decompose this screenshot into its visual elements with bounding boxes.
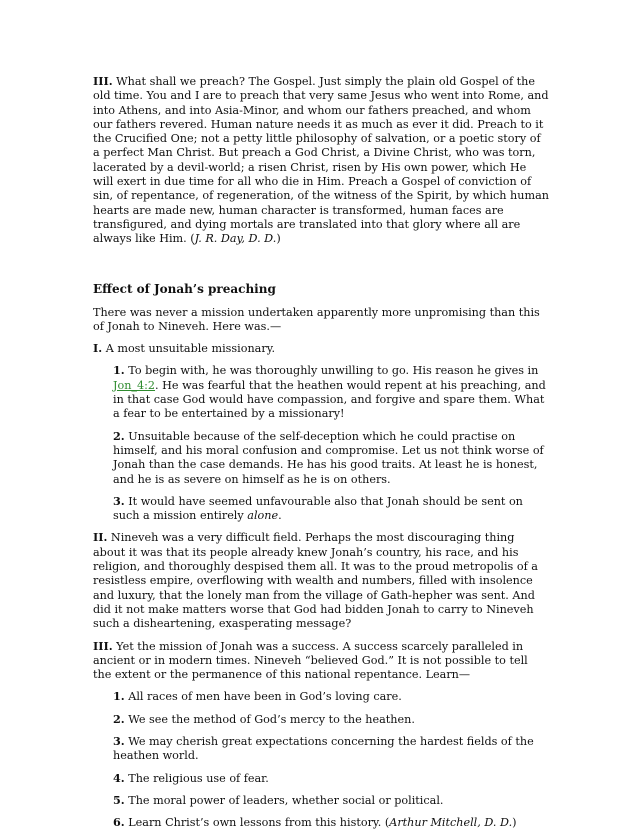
section-number: III. bbox=[93, 74, 113, 88]
lesson-number: 6. bbox=[113, 815, 125, 830]
point-number: II. bbox=[93, 530, 108, 545]
point-2: II. Nineveh was a very difficult field. Perhaps the most discouraging thing about it was that its people already knew Jonah’s country, his race, and his religion, and thoroughly despised them all. It was to the proud metropolis of a resistless empire, overflowing with wealth and numbers, filled with insolence and luxury, that the lonely man from the village of Gath-hepher was sent. And did it not make matters worse that God had bidden Jonah to carry to Nineveh such a disheartening, exasperating message? bbox=[93, 530, 538, 631]
point-1: I. A most unsuitable missionary. bbox=[93, 341, 276, 356]
point-number: I. bbox=[93, 341, 103, 356]
lesson-4: 4. The religious use of fear. bbox=[113, 770, 269, 785]
lesson-number: 5. bbox=[113, 792, 125, 807]
subpoint-number: 1. bbox=[113, 363, 125, 378]
lesson-number: 2. bbox=[113, 711, 125, 726]
lesson-3: 3. We may cherish great expectations concerning the hardest fields of the heathen world. bbox=[113, 733, 534, 763]
section-spacer bbox=[93, 254, 549, 282]
document-body bbox=[93, 74, 549, 837]
lesson-number: 3. bbox=[113, 733, 125, 748]
lesson-number: 1. bbox=[113, 689, 125, 704]
subpoint-1: 1. To begin with, he was thoroughly unwilling to go. His reason he gives in Jon_4:2. He was fearful that the heathen would repent at his preaching, and in that case God would have compassion, and forgive and spare them. What a fear to be entertained by a missionary! bbox=[113, 363, 546, 421]
lesson-2: 2. We see the method of God’s mercy to the heathen. bbox=[113, 711, 415, 726]
section-heading: Effect of Jonah’s preaching bbox=[93, 281, 276, 296]
point-number: III. bbox=[93, 638, 113, 653]
subpoint-number: 2. bbox=[113, 428, 125, 443]
lesson-1: 1. All races of men have been in God’s loving care. bbox=[113, 689, 402, 704]
lesson-6: 6. Learn Christ’s own lessons from this history. (Arthur Mitchell, D. D.) bbox=[113, 815, 517, 830]
subpoint-3: 3. It would have seemed unfavourable also that Jonah should be sent on such a mission entirely alone. bbox=[113, 493, 523, 523]
scripture-link-jonah-4-2[interactable]: Jon_4:2 bbox=[113, 378, 156, 392]
intro-paragraph: There was never a mission undertaken apparently more unpromising than this of Jonah to Nineveh. Here was.— bbox=[93, 305, 540, 333]
lesson-number: 4. bbox=[113, 770, 125, 785]
author-citation: Arthur Mitchell, D. D. bbox=[389, 816, 513, 830]
subpoint-2: 2. Unsuitable because of the self-deception which he could practise on himself, and his moral confusion and compromise. Let us not think worse of Jonah than the case demands. He has his good traits. At least he is honest, and he is as severe on himself as he is on others. bbox=[113, 428, 544, 486]
paragraph-what-shall-we-preach: III. What shall we preach? The Gospel. Just simply the plain old Gospel of the old time. You and I are to preach that very same Jesus who went into Rome, and into Athens, and into Asia-Minor, and whom our fathers preached, and whom our fathers revered. Human nature needs it as much as ever it did. Preach to it the Crucified One; not a petty little philosophy of salvation, or a poetic story of a perfect Man Christ. But preach a God Christ, a Divine Christ, who was torn, lacerated by a devil-world; a risen Christ, risen by His own power, which He will exert in due time for all who die in Him. Preach a Gospel of conviction of sin, of repentance, of regeneration, of the witness of the Spirit, by which human hearts are made new, human character is transformed, human faces are transfigured, and dying mortals are translated into that glory where all are always like Him. (J. R. Day, D. D.) bbox=[93, 74, 549, 246]
point-3: III. Yet the mission of Jonah was a success. A success scarcely paralleled in ancient or in modern times. Nineveh “believed God.” It is not possible to tell the extent or the permanence of this national repentance. Learn— bbox=[93, 638, 528, 682]
subpoint-number: 3. bbox=[113, 493, 125, 508]
author-citation: J. R. Day, D. D. bbox=[194, 232, 277, 246]
lesson-5: 5. The moral power of leaders, whether social or political. bbox=[113, 792, 444, 807]
